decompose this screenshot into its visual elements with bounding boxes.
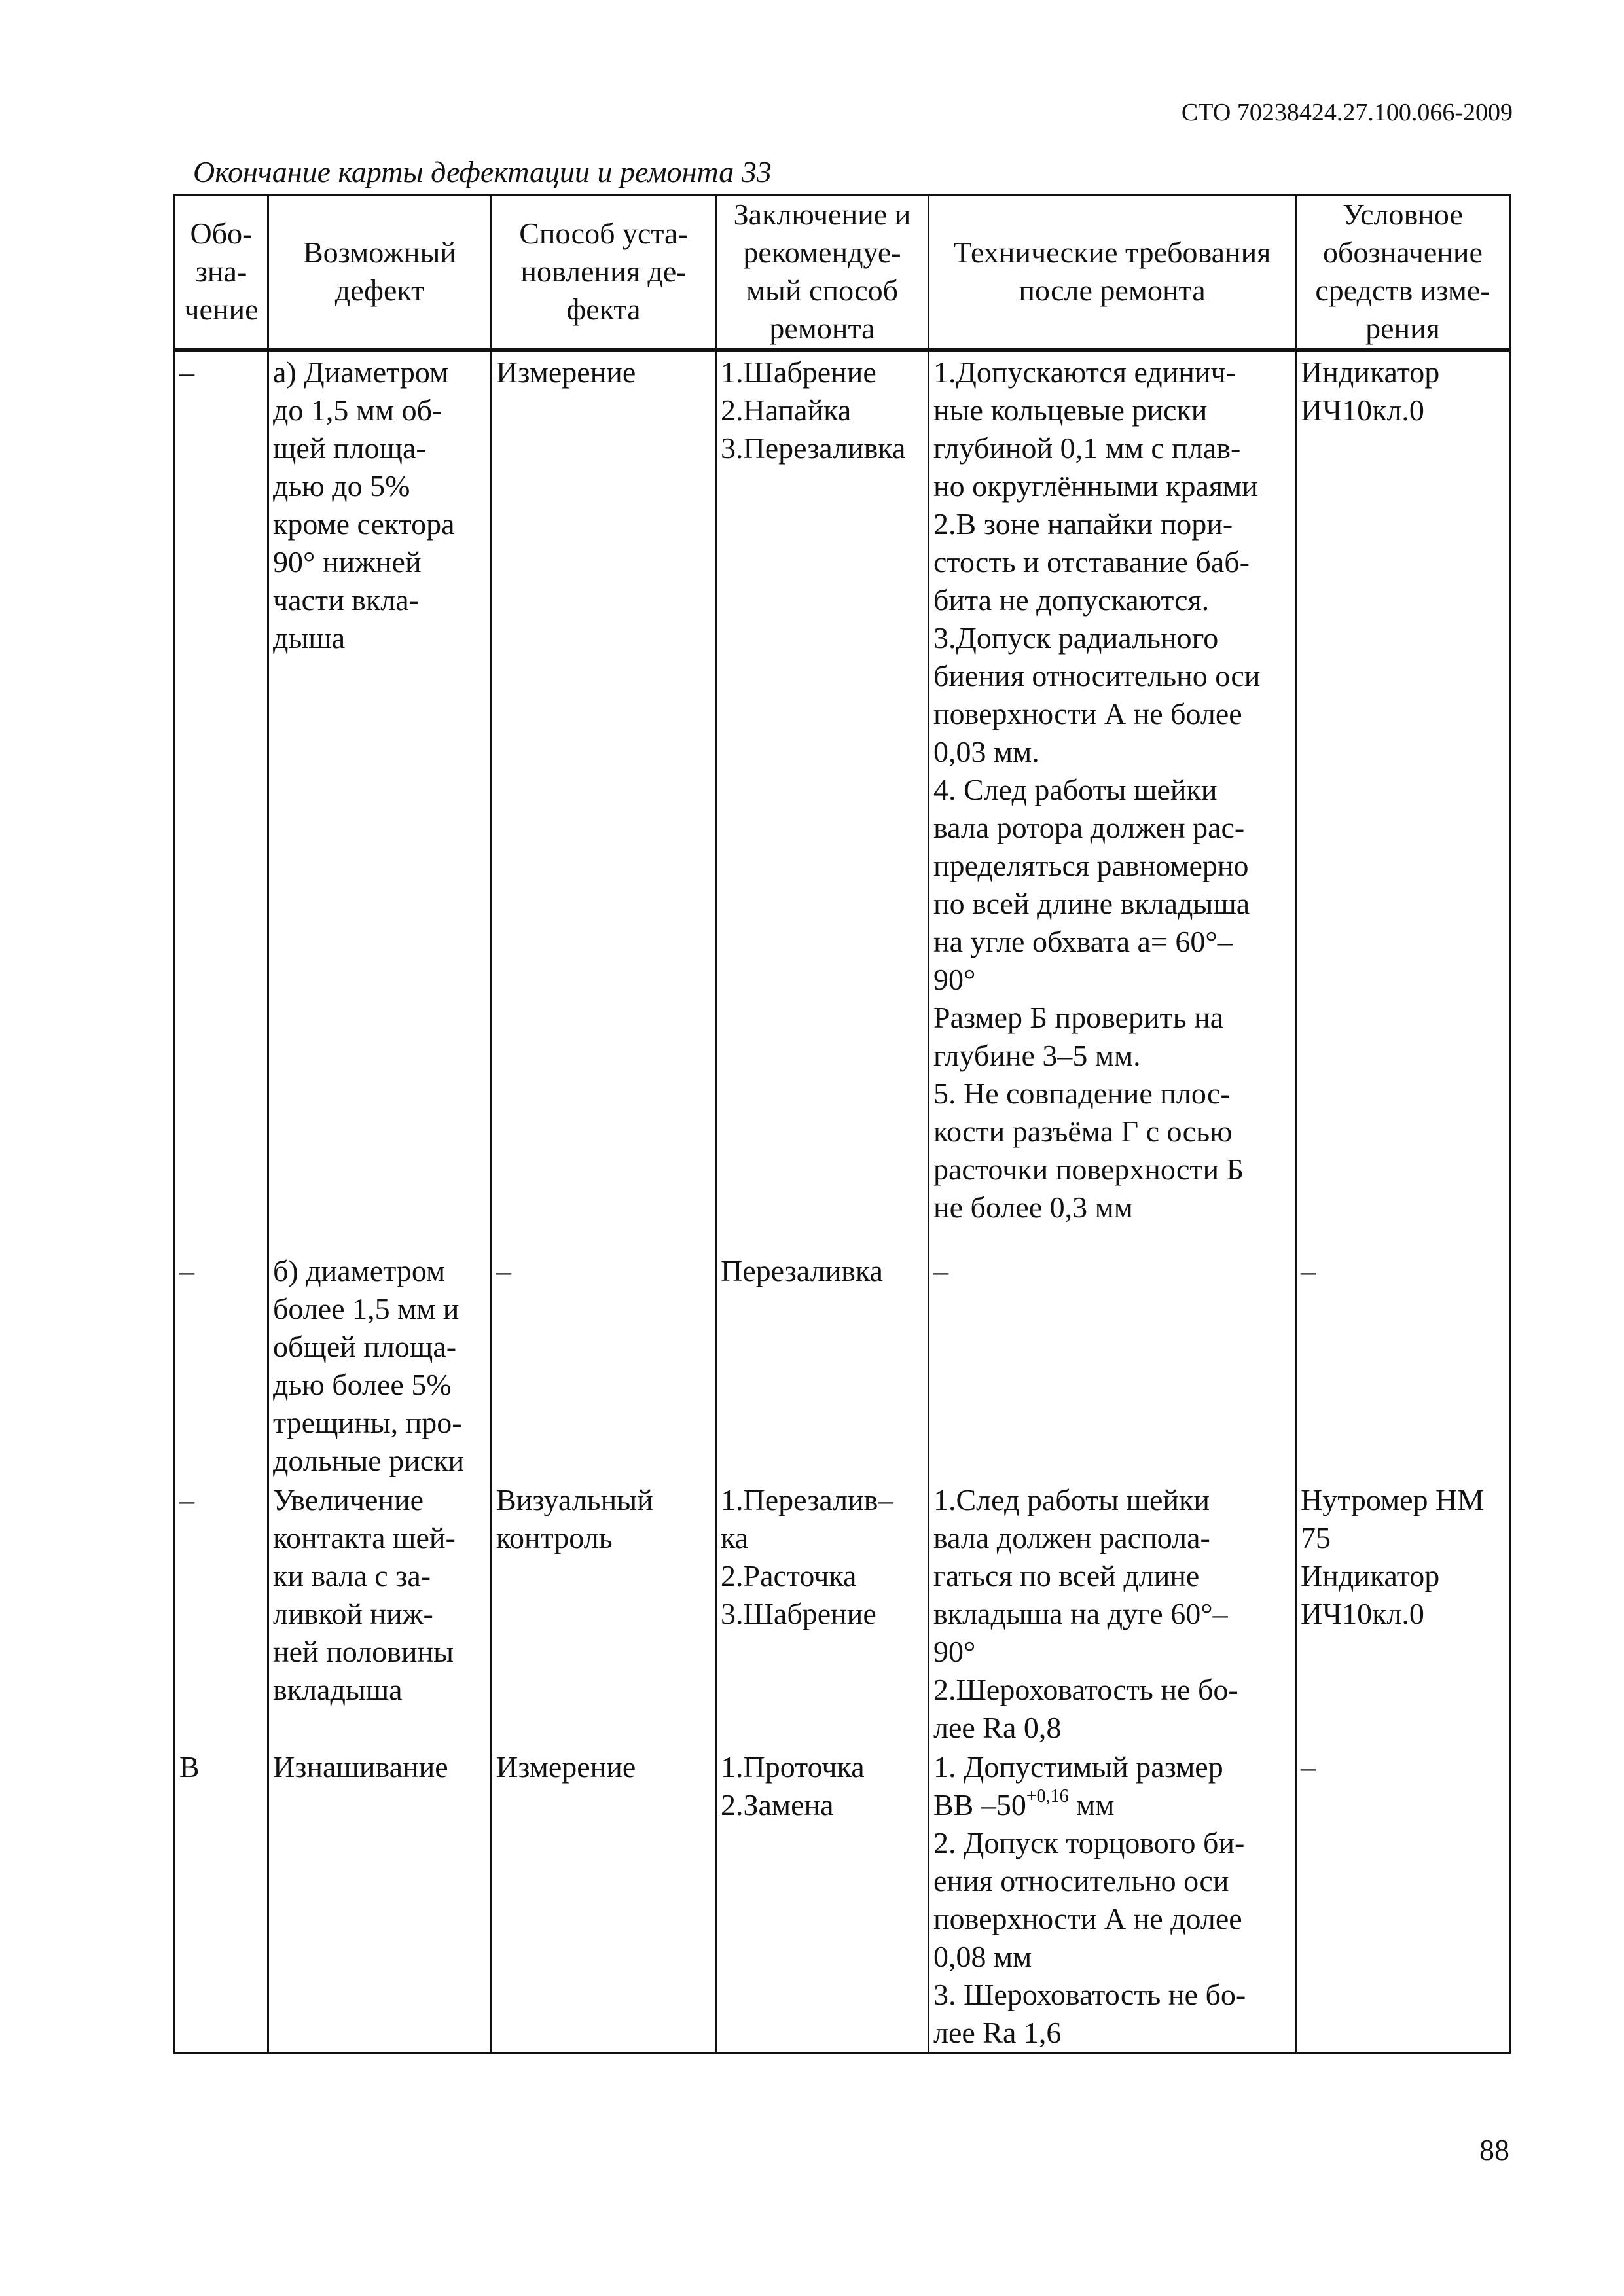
cell-designation: В — [175, 1747, 268, 2053]
column-header-measuring-instrument: Условное обозначение средств изме- рения — [1296, 195, 1510, 350]
cell-technical-requirements: 1.След работы шейки вала должен распола- гаться по всей длине вкладыша на дуге 60°– 90° 2.Шероховатость не бо- лее Ra 0,8 — [929, 1480, 1296, 1747]
cell-defect: а) Диаметром до 1,5 мм об- щей площа- дью до 5% кроме сектора 90° нижней части вкла- дыша — [268, 350, 492, 1251]
cell-detection-method: Измерение — [492, 1747, 716, 2053]
page-number: 88 — [1479, 2133, 1509, 2166]
cell-repair-method: 1.Перезалив– ка 2.Расточка 3.Шабрение — [716, 1480, 929, 1747]
column-header-repair-method: Заключение и рекомендуе- мый способ ремонта — [716, 195, 929, 350]
defect-repair-table — [173, 194, 1511, 2054]
cell-measuring-instrument: – — [1296, 1747, 1510, 2053]
table-header-row — [175, 195, 1510, 350]
cell-repair-method: Перезаливка — [716, 1251, 929, 1480]
column-header-designation: Обо- зна- чение — [175, 195, 268, 350]
table-row — [175, 1251, 1510, 1480]
table-row — [175, 350, 1510, 1251]
cell-designation: – — [175, 1251, 268, 1480]
cell-defect: Изнашивание — [268, 1747, 492, 2053]
cell-measuring-instrument: Нутромер НМ 75 Индикатор ИЧ10кл.0 — [1296, 1480, 1510, 1747]
table-caption: Окончание карты дефектации и ремонта 33 — [193, 155, 772, 188]
document-code: СТО 70238424.27.100.066-2009 — [1181, 99, 1513, 126]
cell-detection-method: – — [492, 1251, 716, 1480]
cell-repair-method: 1.Проточка 2.Замена — [716, 1747, 929, 2053]
cell-technical-requirements: 1.Допускаются единич- ные кольцевые риски глубиной 0,1 мм с плав- но округлёнными краями 2.В зоне напайки пори- стость и отставание баб- бита не допускаются. 3.Допуск радиального биения относительно оси поверхности А не более 0,03 мм. 4. След работы шейки вала ротора должен рас- пределяться равномерно по всей длине вкладыша на угле обхвата a= 60°– 90° Размер Б проверить на глубине 3–5 мм. 5. Не совпадение плос- кости разъёма Г с осью расточки поверхности Б не более 0,3 мм — [929, 350, 1296, 1251]
requirements-text-part: мм 2. Допуск торцового би- ения относительно оси поверхности А не долее 0,08 мм 3. Шероховатость не бо- лее Ra 1,6 — [933, 1787, 1246, 2049]
cell-measuring-instrument: – — [1296, 1251, 1510, 1480]
column-header-technical-requirements: Технические требования после ремонта — [929, 195, 1296, 350]
tolerance-superscript: +0,16 — [1026, 1785, 1069, 1806]
cell-measuring-instrument: Индикатор ИЧ10кл.0 — [1296, 350, 1510, 1251]
cell-defect: Увеличение контакта шей- ки вала с за- ливкой ниж- ней половины вкладыша — [268, 1480, 492, 1747]
cell-detection-method: Измерение — [492, 350, 716, 1251]
column-header-detection-method: Способ уста- новления де- фекта — [492, 195, 716, 350]
cell-defect: б) диаметром более 1,5 мм и общей площа- дью более 5% трещины, про- дольные риски — [268, 1251, 492, 1480]
cell-technical-requirements — [929, 1747, 1296, 2053]
cell-designation: – — [175, 1480, 268, 1747]
table-row — [175, 1480, 1510, 1747]
cell-technical-requirements: – — [929, 1251, 1296, 1480]
cell-repair-method: 1.Шабрение 2.Напайка 3.Перезаливка — [716, 350, 929, 1251]
cell-designation: – — [175, 350, 268, 1251]
cell-detection-method: Визуальный контроль — [492, 1480, 716, 1747]
requirements-text-part: 1. Допустимый размер ВВ –50 — [933, 1749, 1223, 1821]
column-header-defect: Возможный дефект — [268, 195, 492, 350]
table-row — [175, 1747, 1510, 2053]
